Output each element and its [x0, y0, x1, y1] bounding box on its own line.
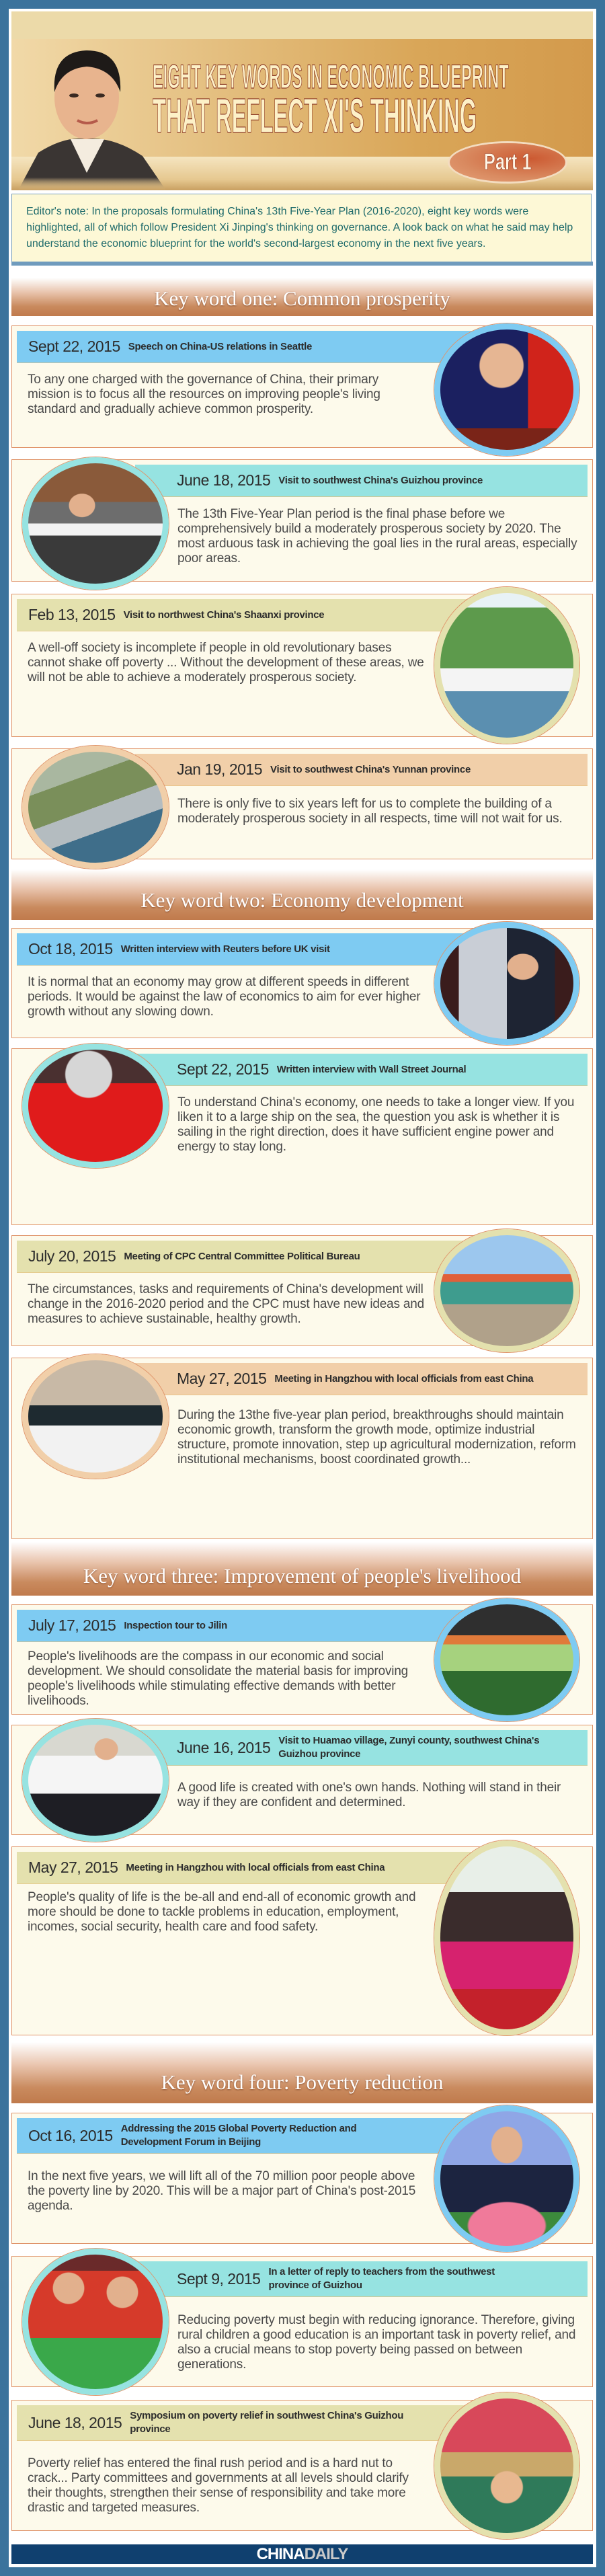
logo-secondary: DAILY	[304, 2544, 348, 2563]
quote-card	[11, 325, 593, 448]
title-line-2: THAT REFLECT XI'S THINKING	[153, 89, 477, 143]
quote-card	[11, 594, 593, 737]
date-bar	[135, 754, 588, 786]
quote-text: The 13th Five-Year Plan period is the final phase before we comprehensively build a moderately prosperous society by 2020. The most arduous task in achieving the goal lies in the rural areas, especially poor areas.	[177, 507, 577, 565]
quote-date: July 17, 2015	[28, 1616, 116, 1634]
quote-date: May 27, 2015	[177, 1370, 267, 1387]
section-header	[11, 278, 593, 316]
photo-meeting	[22, 1354, 169, 1479]
photo-port	[434, 1229, 579, 1352]
quote-occasion: Meeting in Hangzhou with local officials from east China	[126, 1861, 385, 1873]
title-line-1: EIGHT KEY WORDS IN ECONOMIC BLUEPRINT	[153, 58, 509, 95]
portrait-xi-jinping	[11, 38, 166, 190]
quote-date: Jan 19, 2015	[177, 760, 263, 778]
date-bar	[17, 1852, 474, 1884]
quote-text: Poverty relief has entered the final rush period and is a hard nut to crack... Party committees and governments at all levels should clarify their thoughts, strengthen their sense of responsibility and take more drastic and targeted measures.	[28, 2456, 409, 2515]
quote-card	[11, 1358, 593, 1539]
quote-date: June 18, 2015	[177, 471, 271, 489]
date-bar	[17, 599, 474, 631]
section-title: Key word three: Improvement of people's livelihood	[83, 1564, 522, 1588]
quote-text: To any one charged with the governance of China, their primary mission is to focus all the resources on improving people's living standard and gradually achieve common prosperity.	[28, 373, 380, 416]
part-badge	[450, 143, 565, 182]
quote-date: June 16, 2015	[177, 1738, 271, 1756]
quote-text: A good life is created with one's own hands. Nothing will stand in their way if they are confident and determined.	[177, 1781, 561, 1809]
photo-kids	[22, 2249, 169, 2395]
quote-card	[11, 2400, 593, 2531]
quote-occasion: Written interview with Reuters before UK visit	[120, 943, 330, 955]
section-header	[11, 869, 593, 920]
quote-text: There is only five to six years left for us to complete the building of a moderately prosperous society in all respects, time will not wait for us.	[177, 797, 563, 826]
date-bar	[17, 933, 474, 966]
quote-card	[11, 1048, 593, 1225]
quote-occasion: Inspection tour to Jilin	[124, 1619, 227, 1631]
logo-primary: CHINA	[256, 2544, 305, 2563]
quote-text: In the next five years, we will lift all of the 70 million poor people above the poverty line by 2020. This will be a major part of China's post-2015 agenda.	[28, 2169, 416, 2213]
date-bar	[135, 465, 588, 497]
quote-text: A well-off society is incomplete if people in old revolutionary bases cannot shake off poverty ... Without the development of these areas, we will not be able to achieve a moderately prosperous society.	[28, 641, 424, 685]
quote-occasion: In a letter of reply to teachers from the southwest province of Guizhou	[268, 2266, 495, 2291]
photo-carriage	[434, 922, 579, 1045]
quote-date: July 20, 2015	[28, 1247, 116, 1265]
quote-card	[11, 1846, 593, 2035]
quote-text: The circumstances, tasks and requirements of China's development will change in the 2016-2020 period and the CPC must have new ideas and measures to achieve sustainable, healthy growth.	[28, 1282, 424, 1326]
quote-text: It is normal that an economy may grow at different speeds in different periods. It would be against the law of economics to aim for ever higher growth without any slowing down.	[28, 975, 421, 1019]
quote-card	[11, 1235, 593, 1346]
quote-text: To understand China's economy, one needs to take a longer view. If you liken it to a large ship on the sea, the question you ask is whether it is sailing in the right direction, does it have sufficient engine power and energy to stay long.	[177, 1095, 575, 1154]
photo-grapes	[434, 2392, 579, 2539]
quote-card	[11, 1725, 593, 1835]
chinadaily-logo	[11, 2544, 593, 2564]
quote-card	[11, 459, 593, 582]
quote-card	[11, 928, 593, 1038]
photo-seated	[22, 457, 169, 590]
quote-date: Oct 18, 2015	[28, 940, 113, 958]
quote-text: People's livelihoods are the compass in our economic and social development. We should consolidate the material basis for improving people's livelihoods while stimulating effective demands with better livelihoods.	[28, 1649, 409, 1708]
quote-card	[11, 2113, 593, 2244]
quote-card	[11, 2256, 593, 2387]
quote-date: Sept 9, 2015	[177, 2269, 261, 2288]
quote-occasion: Visit to northwest China's Shaanxi province	[123, 609, 325, 621]
quote-occasion: Symposium on poverty relief in southwest China's Guizhou province	[130, 2410, 404, 2435]
date-bar	[17, 2405, 474, 2441]
photo-crowd	[434, 1840, 579, 2035]
quote-occasion: Meeting of CPC Central Committee Political Bureau	[124, 1250, 360, 1262]
photo-coins	[22, 1044, 169, 1168]
section-header	[11, 1542, 593, 1596]
quote-text: People's quality of life is the be-all and end-all of economic growth and more should be done to tackle problems in education, employment, incomes, social security, health care and food safety.	[28, 1890, 416, 1934]
quote-occasion: Addressing the 2015 Global Poverty Reduction and Development Forum in Beijing	[120, 2123, 357, 2148]
part-badge-label: Part 1	[483, 149, 532, 175]
quote-date: Sept 22, 2015	[28, 338, 120, 355]
date-bar	[17, 1610, 474, 1642]
date-bar	[17, 1241, 474, 1273]
quote-occasion: Meeting in Hangzhou with local officials from east China	[274, 1372, 534, 1384]
quote-card	[11, 748, 593, 859]
quote-occasion: Visit to southwest China's Yunnan province	[270, 763, 471, 775]
quote-date: Oct 16, 2015	[28, 2126, 113, 2144]
section-header	[11, 2042, 593, 2103]
date-bar	[135, 1363, 588, 1395]
photo-walk	[22, 1719, 169, 1842]
date-bar	[17, 2118, 474, 2154]
photo-speech	[434, 323, 579, 456]
quote-date: Feb 13, 2015	[28, 606, 116, 623]
divider	[11, 262, 593, 266]
header-banner	[11, 11, 593, 190]
quote-occasion: Speech on China-US relations in Seattle	[128, 340, 313, 352]
quote-date: Sept 22, 2015	[177, 1060, 269, 1078]
section-title: Key word one: Common prosperity	[154, 286, 450, 310]
date-bar	[135, 2261, 588, 2297]
quote-occasion: Visit to Huamao village, Zunyi county, southwest China's Guizhou province	[278, 1735, 540, 1760]
quote-occasion: Visit to southwest China's Guizhou province	[278, 474, 483, 486]
quote-card	[11, 1604, 593, 1715]
date-bar	[135, 1054, 588, 1086]
quote-occasion: Written interview with Wall Street Journal	[276, 1063, 467, 1075]
quote-date: May 27, 2015	[28, 1859, 118, 1876]
date-bar	[135, 1730, 588, 1766]
quote-text: During the 13the five-year plan period, breakthroughs should maintain economic growth, transform the growth mode, optimize industrial structure, promote innovation, step up agricultural modernization, reform institutional mechanisms, boost coordinated growth...	[177, 1408, 576, 1467]
date-bar	[17, 331, 474, 363]
photo-highway	[22, 746, 169, 869]
quote-text: Reducing poverty must begin with reducing ignorance. Therefore, giving rural children a good education is an important task in poverty relief, and also a crucial means to stop poverty being passed on between generations.	[177, 2313, 576, 2372]
photo-veg	[434, 1598, 579, 1721]
photo-forum	[434, 2105, 579, 2252]
section-title: Key word two: Economy development	[140, 888, 464, 912]
photo-village	[434, 587, 579, 744]
quote-date: June 18, 2015	[28, 2413, 122, 2431]
section-title: Key word four: Poverty reduction	[161, 2070, 444, 2094]
editor-note: Editor's note: In the proposals formulating China's 13th Five-Year Plan (2016-2020), eight key words were highlighted, all of which follow President Xi Jinping's thinking on governance. A look back on what he said may help understand the economic blueprint for the world's second-largest economy in the next five years.	[11, 194, 592, 262]
